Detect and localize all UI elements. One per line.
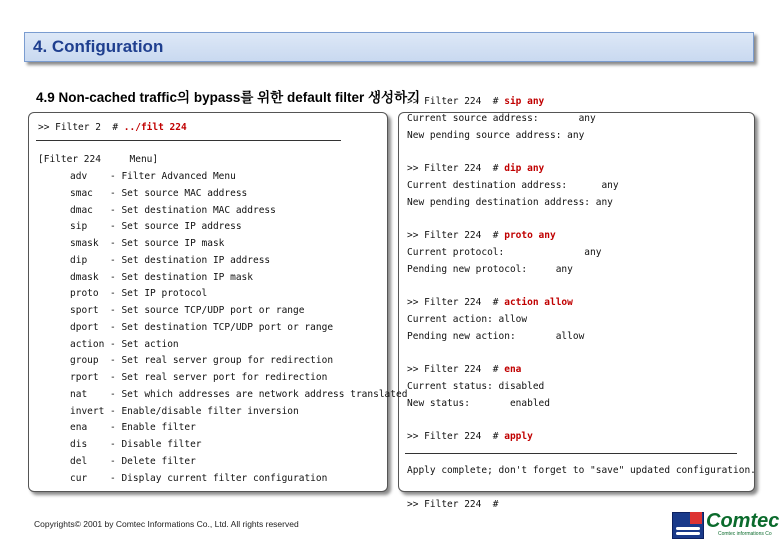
command-text: apply <box>504 431 533 442</box>
menu-item-command: adv <box>70 171 88 182</box>
menu-item-command: sip <box>70 221 88 232</box>
apply-result: Apply complete; don't forget to "save" updated configuration. <box>407 465 756 476</box>
slide-title: 4. Configuration <box>33 37 164 56</box>
menu-item-command: proto <box>70 288 99 299</box>
command-output-line: New pending source address: any <box>407 130 585 141</box>
menu-item-description: - Filter Advanced Menu <box>110 171 236 182</box>
command-output-line: New pending destination address: any <box>407 197 613 208</box>
command-prompt-line <box>407 163 544 175</box>
command-output-line: Current protocol: any <box>407 247 602 258</box>
menu-item-command: invert <box>70 406 105 417</box>
command-output-line: Current status: disabled <box>407 381 545 392</box>
menu-item-command: nat <box>70 389 88 400</box>
command-output-line: Current action: allow <box>407 314 528 325</box>
menu-item-command: ena <box>70 422 88 433</box>
left-prompt-line <box>38 122 187 134</box>
menu-item-description: - Set source IP address <box>110 221 242 232</box>
menu-item-description: - Set destination TCP/UDP port or range <box>110 322 334 333</box>
command-prompt: >> Filter 224 # <box>407 230 505 241</box>
command-prompt-line <box>407 230 556 242</box>
comtec-logo: Comtec <box>706 510 780 532</box>
command-prompt: >> Filter 224 # <box>407 96 505 107</box>
slide-header-bar <box>24 32 754 62</box>
command-text: proto any <box>504 230 556 241</box>
logo-accent-square <box>690 512 702 524</box>
left-command: ../filt 224 <box>123 122 187 133</box>
menu-item-description: - Set source IP mask <box>110 238 225 249</box>
menu-item-description: - Set destination IP mask <box>110 272 253 283</box>
section-title: 4.9 Non-cached traffic의 bypass를 위한 default filter 생성하기 <box>36 90 421 105</box>
command-text: sip any <box>504 96 545 107</box>
menu-item-command: sport <box>70 305 99 316</box>
menu-item-command: del <box>70 456 88 467</box>
menu-item-description: - Set destination MAC address <box>110 205 276 216</box>
left-divider <box>36 140 341 141</box>
command-output-line: Current source address: any <box>407 113 596 124</box>
right-divider <box>405 453 737 454</box>
command-prompt: >> Filter 224 # <box>407 431 505 442</box>
left-prompt: >> Filter 2 # <box>38 122 124 133</box>
final-prompt: >> Filter 224 # <box>407 499 499 510</box>
command-prompt-line <box>407 364 521 376</box>
menu-item-command: rport <box>70 372 99 383</box>
menu-item-description: - Enable filter <box>110 422 196 433</box>
menu-item-command: group <box>70 355 99 366</box>
command-prompt-line <box>407 96 544 108</box>
menu-item-description: - Delete filter <box>110 456 196 467</box>
command-prompt: >> Filter 224 # <box>407 163 505 174</box>
menu-item-description: - Set source MAC address <box>110 188 248 199</box>
command-output-line: Pending new action: allow <box>407 331 585 342</box>
menu-item-command: dmask <box>70 272 99 283</box>
command-prompt-line <box>407 431 533 443</box>
menu-item-description: - Set real server group for redirection <box>110 355 334 366</box>
menu-item-description: - Set action <box>110 339 179 350</box>
menu-item-description: - Disable filter <box>110 439 202 450</box>
menu-item-description: - Set real server port for redirection <box>110 372 328 383</box>
comtec-tagline: Comtec informations Co <box>718 531 772 537</box>
menu-item-command: smask <box>70 238 99 249</box>
command-output-line: Pending new protocol: any <box>407 264 573 275</box>
command-output-line: New status: enabled <box>407 398 550 409</box>
command-text: ena <box>504 364 522 375</box>
menu-item-description: - Set which addresses are network address translated <box>110 389 408 400</box>
menu-item-command: dis <box>70 439 88 450</box>
menu-item-description: - Set destination IP address <box>110 255 271 266</box>
menu-item-command: cur <box>70 473 88 484</box>
command-prompt: >> Filter 224 # <box>407 297 505 308</box>
copyright-footer: Copyrights© 2001 by Comtec Informations Co., Ltd. All rights reserved <box>34 519 299 529</box>
menu-item-command: smac <box>70 188 93 199</box>
command-prompt-line <box>407 297 573 309</box>
command-prompt: >> Filter 224 # <box>407 364 505 375</box>
menu-title: [Filter 224 Menu] <box>38 154 159 165</box>
menu-item-description: - Set source TCP/UDP port or range <box>110 305 305 316</box>
menu-item-command: action <box>70 339 105 350</box>
menu-item-command: dmac <box>70 205 93 216</box>
menu-item-description: - Display current filter configuration <box>110 473 328 484</box>
menu-item-description: - Set IP protocol <box>110 288 208 299</box>
menu-item-command: dip <box>70 255 88 266</box>
menu-item-command: dport <box>70 322 99 333</box>
command-text: action allow <box>504 297 573 308</box>
command-output-line: Current destination address: any <box>407 180 619 191</box>
menu-item-description: - Enable/disable filter inversion <box>110 406 299 417</box>
left-terminal-panel <box>28 112 388 492</box>
command-text: dip any <box>504 163 545 174</box>
